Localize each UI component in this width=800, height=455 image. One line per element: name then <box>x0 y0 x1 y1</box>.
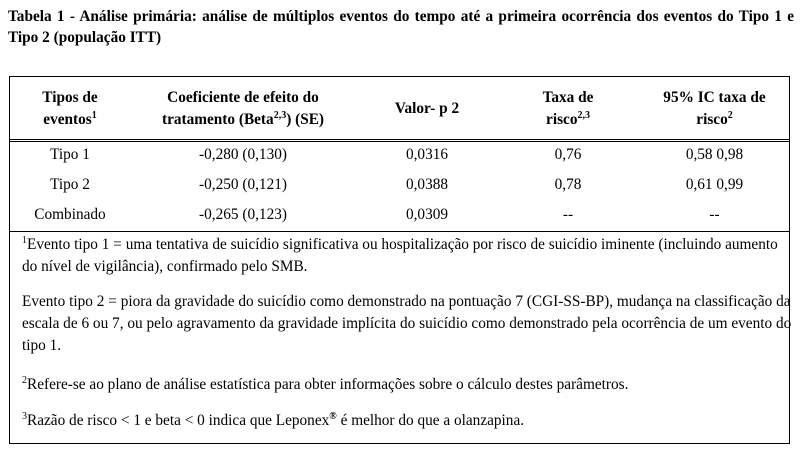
header-taxa-line2: risco <box>546 111 578 128</box>
header-tipos-line2: eventos <box>43 111 92 128</box>
table-row <box>10 144 789 166</box>
header-divider <box>10 139 789 142</box>
cell-tipo: Tipo 1 <box>50 146 90 163</box>
footnote-3-text-b: é melhor do que a olanzapina. <box>336 412 525 429</box>
cell-ic: 0,58 0,98 <box>685 146 744 163</box>
footnote-3-marker: 3 <box>22 410 27 422</box>
table-row <box>10 204 789 226</box>
header-taxa-sup: 2,3 <box>577 109 590 121</box>
header-coef-line2b: ) (SE) <box>286 111 325 128</box>
header-coef-line2a: tratamento (Beta <box>161 111 274 128</box>
header-taxa-risco <box>498 87 638 131</box>
table-row <box>10 174 789 196</box>
header-ic-taxa <box>638 87 791 131</box>
header-ic-line2: risco <box>696 111 728 128</box>
footnote-3-text-a: Razão de risco < 1 e beta < 0 indica que Leponex <box>27 412 330 429</box>
header-valor-p <box>356 98 498 120</box>
footnote-2-text: Refere-se ao plano de análise estatística para obter informações sobre o cálculo destes parâmetros. <box>27 376 629 393</box>
header-tipos-eventos <box>10 87 130 131</box>
footnote-2 <box>22 374 792 396</box>
header-tipos-sup: 1 <box>91 109 97 121</box>
header-coeficiente <box>130 87 356 131</box>
header-ic-line1: 95% IC taxa de <box>663 89 766 106</box>
header-taxa-line1: Taxa de <box>542 89 594 106</box>
cell-tipo: Tipo 2 <box>50 176 90 193</box>
registered-mark: ® <box>329 410 337 422</box>
cell-coef: -0,280 (0,130) <box>199 146 287 163</box>
header-coef-line1: Coeficiente de efeito do <box>167 89 319 106</box>
results-table <box>9 76 790 444</box>
table-title: Tabela 1 - Análise primária: análise de múltiplos eventos do tempo até a primeira ocorrência dos eventos do Tipo 1 e Tipo 2 (população ITT) <box>8 8 794 46</box>
footnote-1-text: Evento tipo 1 = uma tentativa de suicídio significativa ou hospitalização por risco de suicídio iminente (incluindo aumento do nível de vigilância), confirmado pelo SMB. <box>22 236 778 275</box>
header-valor-p-text: Valor- p 2 <box>394 100 460 117</box>
footnote-1b <box>22 291 792 357</box>
header-coef-sup: 2,3 <box>273 109 287 121</box>
cell-ic: 0,61 0,99 <box>685 176 744 193</box>
cell-taxa: 0,78 <box>554 176 582 193</box>
cell-p: 0,0316 <box>405 146 449 163</box>
footnote-3 <box>22 410 792 432</box>
cell-ic: -- <box>709 206 720 223</box>
cell-p: 0,0388 <box>405 176 449 193</box>
cell-tipo: Combinado <box>34 206 106 223</box>
cell-p: 0,0309 <box>405 206 449 223</box>
footnote-1-marker: 1 <box>22 234 27 246</box>
table-header-row <box>10 87 789 131</box>
cell-taxa: -- <box>562 206 574 223</box>
notes-divider <box>10 231 789 232</box>
cell-coef: -0,265 (0,123) <box>199 206 287 223</box>
cell-coef: -0,250 (0,121) <box>199 176 287 193</box>
cell-taxa: 0,76 <box>554 146 582 163</box>
footnote-1b-text: Evento tipo 2 = piora da gravidade do suicídio como demonstrado na pontuação 7 (CGI-SS-BP), mudança na classificação da escala de 6 ou 7, ou pelo agravamento da gravidade implícita do suicídio como demonstrado pela ocorrência de um evento do tipo 1. <box>22 293 792 354</box>
footnote-1 <box>22 234 792 278</box>
footnote-2-marker: 2 <box>22 374 27 386</box>
header-tipos-line1: Tipos de <box>42 89 98 106</box>
header-ic-sup: 2 <box>727 109 733 121</box>
